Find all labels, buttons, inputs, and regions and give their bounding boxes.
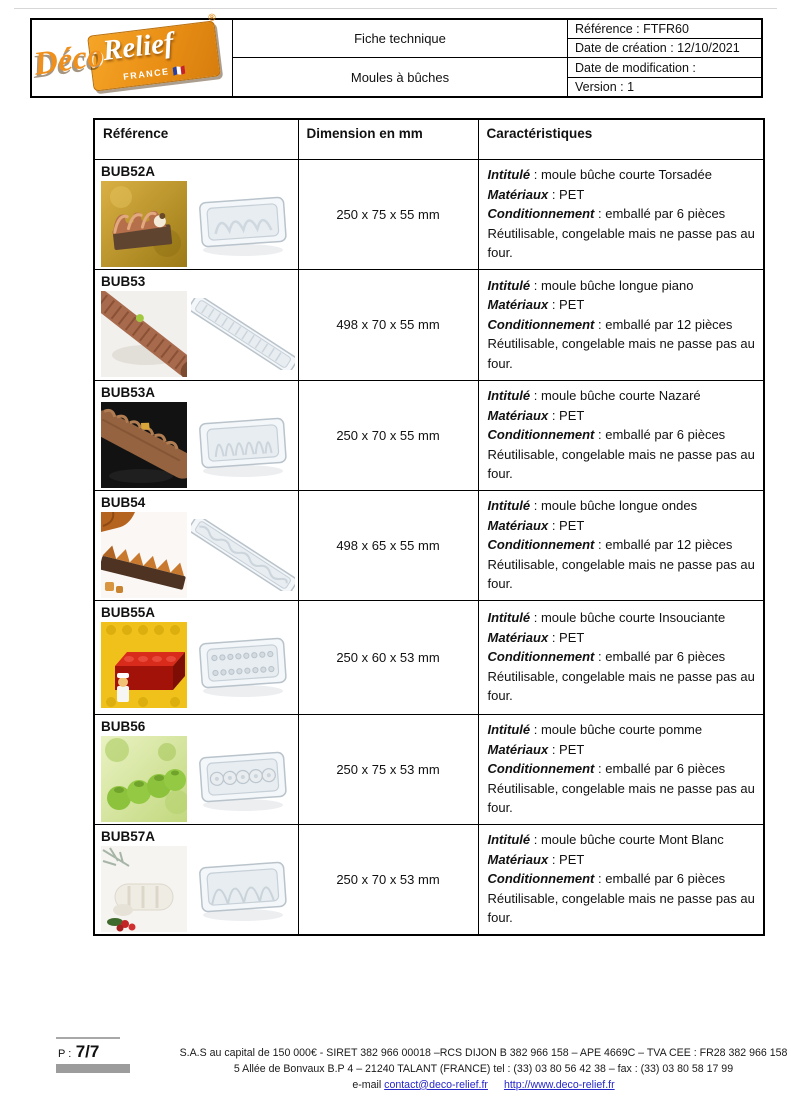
reference-cell — [94, 380, 298, 490]
page-number-bar — [56, 1064, 130, 1073]
mold-photo-bub53 — [191, 298, 295, 370]
materiaux-label: Matériaux — [487, 629, 549, 645]
dimension-cell: 250 x 75 x 53 mm — [298, 714, 478, 824]
product-photo-bub52a — [101, 181, 187, 267]
product-images — [101, 181, 296, 267]
table-row — [94, 824, 764, 935]
table-row — [94, 490, 764, 600]
mold-photo-bub54 — [191, 519, 295, 591]
dimension-cell: 498 x 70 x 55 mm — [298, 269, 478, 380]
conditionnement-label: Conditionnement — [487, 871, 595, 887]
caracteristiques-cell: Intitulé : moule bûche courte Insouciante Matériaux : PET Conditionnement : emballé par 6 pièces Réutilisable, congelable mais ne passe pas au four. — [478, 600, 764, 714]
conditionnement-label: Conditionnement — [487, 206, 595, 222]
website-link[interactable]: http://www.deco-relief.fr — [503, 1078, 615, 1091]
product-reference: BUB53 — [101, 273, 146, 289]
product-photo-bub56 — [101, 736, 187, 822]
french-flag-icon — [172, 65, 185, 75]
footer-line-contacts — [178, 1078, 789, 1094]
doc-subject-cell: Moules à bûches — [350, 69, 450, 85]
product-photo-bub57a — [101, 846, 187, 932]
materiaux-label: Matériaux — [487, 407, 549, 423]
dimension-cell: 498 x 65 x 55 mm — [298, 490, 478, 600]
materiaux-label: Matériaux — [487, 517, 549, 533]
company-footer — [178, 1046, 789, 1093]
caracteristiques-cell: Intitulé : moule bûche longue ondes Matériaux : PET Conditionnement : emballé par 12 pièces Réutilisable, congelable mais ne passe pas au four. — [478, 490, 764, 600]
conditionnement-label: Conditionnement — [487, 537, 595, 553]
reference-cell — [94, 269, 298, 380]
materiaux-label: Matériaux — [487, 741, 549, 757]
reuse-note: Réutilisable, congelable mais ne passe pas au four. — [487, 556, 755, 592]
reuse-note: Réutilisable, congelable mais ne passe pas au four. — [487, 668, 755, 704]
footer-line-address: 5 Allée de Bonvaux B.P 4 – 21240 TALANT (FRANCE) tel : (33) 03 80 56 42 38 – fax : (33) 03 80 58 17 99 — [233, 1062, 734, 1075]
product-reference: BUB52A — [101, 163, 156, 179]
registered-mark: ® — [207, 12, 217, 25]
product-reference: BUB56 — [101, 718, 146, 734]
dimension-cell: 250 x 70 x 53 mm — [298, 824, 478, 935]
conditionnement-label: Conditionnement — [487, 316, 595, 332]
product-reference: BUB53A — [101, 384, 156, 400]
document-header — [30, 12, 763, 98]
intitule-label: Intitulé — [487, 498, 531, 514]
mold-photo-bub52a — [191, 188, 295, 260]
reuse-note: Réutilisable, congelable mais ne passe pas au four. — [487, 225, 755, 261]
top-rule — [14, 8, 777, 9]
intitule-label: Intitulé — [487, 722, 531, 738]
deco-relief-logo — [31, 12, 232, 96]
col-header-reference: Référence — [94, 119, 298, 159]
email-link[interactable]: contact@deco-relief.fr — [384, 1078, 488, 1091]
reuse-note: Réutilisable, congelable mais ne passe pas au four. — [487, 780, 755, 816]
product-photo-bub55a — [101, 622, 187, 708]
products-table — [93, 118, 765, 936]
header-right-column — [567, 20, 761, 96]
header-middle-column — [232, 20, 567, 96]
doc-type-cell: Fiche technique — [233, 20, 567, 58]
reuse-note: Réutilisable, congelable mais ne passe pas au four. — [487, 336, 755, 371]
intitule-label: Intitulé — [487, 277, 531, 293]
product-reference: BUB57A — [101, 828, 156, 844]
product-images — [101, 291, 296, 377]
logo-orange-plate — [87, 12, 221, 91]
reference-cell — [94, 159, 298, 269]
page-number-text: P : 7/7 — [58, 1042, 100, 1061]
date-creation-cell: Date de création : 12/10/2021 — [568, 39, 761, 58]
caracteristiques-cell: Intitulé : moule bûche courte Torsadée Matériaux : PET Conditionnement : emballé par 6 pièces Réutilisable, congelable mais ne passe pas au four. — [478, 159, 764, 269]
product-photo-bub53 — [101, 291, 187, 377]
reference-cell — [94, 600, 298, 714]
product-images — [101, 622, 296, 708]
product-images — [101, 402, 296, 488]
conditionnement-label: Conditionnement — [487, 427, 595, 443]
col-header-caracteristiques: Caractéristiques — [478, 119, 764, 159]
conditionnement-label: Conditionnement — [487, 761, 595, 777]
version-cell: Version : 1 — [575, 80, 635, 94]
mold-photo-bub57a — [191, 853, 295, 925]
materiaux-label: Matériaux — [487, 186, 549, 202]
date-modification-cell: Date de modification : — [568, 58, 761, 78]
table-row — [94, 600, 764, 714]
table-row — [94, 380, 764, 490]
reference-cell — [94, 824, 298, 935]
mold-photo-bub56 — [191, 743, 295, 815]
product-reference: BUB54 — [101, 494, 146, 510]
footer-line-legal: S.A.S au capital de 150 000€ - SIRET 382 966 00018 –RCS DIJON B 382 966 158 – APE 4669C – TVA CEE : FR28 382 966 158 — [179, 1047, 788, 1059]
reference-cell — [94, 714, 298, 824]
col-header-dimension: Dimension en mm — [298, 119, 478, 159]
materiaux-label: Matériaux — [487, 851, 549, 867]
mold-photo-bub55a — [191, 629, 295, 701]
intitule-label: Intitulé — [487, 832, 531, 848]
email-label: e-mail — [352, 1078, 385, 1091]
table-row — [94, 714, 764, 824]
product-images — [101, 512, 296, 598]
dimension-cell: 250 x 75 x 55 mm — [298, 159, 478, 269]
mold-photo-bub53a — [191, 409, 295, 481]
caracteristiques-cell: Intitulé : moule bûche courte pomme Matériaux : PET Conditionnement : emballé par 6 pièces Réutilisable, congelable mais ne passe pas au four. — [478, 714, 764, 824]
caracteristiques-cell: Intitulé : moule bûche longue piano Matériaux : PET Conditionnement : emballé par 12 pièces Réutilisable, congelable mais ne passe pas au four. — [478, 269, 764, 380]
dimension-cell: 250 x 60 x 53 mm — [298, 600, 478, 714]
caracteristiques-cell: Intitulé : moule bûche courte Nazaré Matériaux : PET Conditionnement : emballé par 6 pièces Réutilisable, congelable mais ne passe pas au four. — [478, 380, 764, 490]
reuse-note: Réutilisable, congelable mais ne passe pas au four. — [487, 446, 755, 482]
product-photo-bub54 — [101, 512, 187, 598]
conditionnement-label: Conditionnement — [487, 649, 595, 665]
table-header-row — [94, 119, 764, 159]
reference-cell — [94, 490, 298, 600]
reference-cell: Référence : FTFR60 — [568, 20, 761, 39]
intitule-label: Intitulé — [487, 388, 531, 404]
logo-france-text: FRANCE — [123, 64, 185, 81]
table-row — [94, 269, 764, 380]
product-images — [101, 736, 296, 822]
logo-deco-text: Déco — [31, 37, 106, 83]
caracteristiques-cell: Intitulé : moule bûche courte Mont Blanc Matériaux : PET Conditionnement : emballé par 6 pièces Réutilisable, congelable mais ne passe pas au four. — [478, 824, 764, 935]
reuse-note: Réutilisable, congelable mais ne passe pas au four. — [487, 890, 755, 926]
dimension-cell: 250 x 70 x 55 mm — [298, 380, 478, 490]
product-images — [101, 846, 296, 932]
page-number-block — [46, 1037, 130, 1073]
logo-relief-text: Relief — [101, 26, 176, 68]
materiaux-label: Matériaux — [487, 297, 549, 313]
product-photo-bub53a — [101, 402, 187, 488]
intitule-label: Intitulé — [487, 167, 531, 183]
table-row — [94, 159, 764, 269]
intitule-label: Intitulé — [487, 610, 531, 626]
product-reference: BUB55A — [101, 604, 156, 620]
